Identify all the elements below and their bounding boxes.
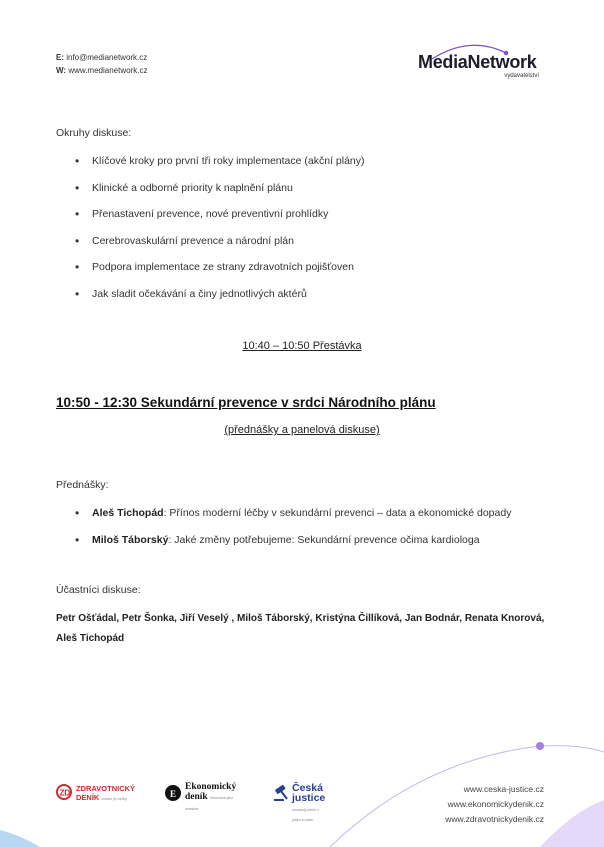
bullet-icon: • [75, 180, 80, 195]
session-heading: 10:50 - 12:30 Sekundární prevence v srdci Národního plánu [56, 395, 436, 410]
session-subheading: (přednášky a panelová diskuse) [224, 424, 380, 436]
speaker-name: Miloš Táborský [92, 533, 169, 546]
url-ceska-justice[interactable]: www.ceska-justice.cz [463, 784, 544, 794]
bullet-icon: • [75, 233, 80, 248]
web-label: W: [56, 66, 67, 75]
break-time: 10:40 – 10:50 Přestávka [242, 340, 362, 352]
participants-label: Účastníci diskuse: [56, 584, 141, 596]
topics-list [56, 155, 556, 314]
lectures-list [56, 507, 556, 560]
logo-subtitle: vydavatelství [504, 73, 539, 79]
topics-label: Okruhy diskuse: [56, 127, 132, 139]
list-item [56, 507, 556, 534]
bullet-icon: • [75, 260, 80, 274]
list-item: • Přenastavení prevence, nové preventivní prohlídky [75, 207, 329, 221]
list-item [56, 534, 556, 561]
list-item: • Jak sladit očekávání a činy jednotlivých aktérů [75, 286, 307, 301]
bullet-icon: • [75, 532, 80, 547]
list-item: • Klinické a odborné priority k naplnění plánu [75, 180, 293, 195]
svg-text:ZD: ZD [59, 788, 71, 798]
ekonomicky-denik-logo: E Ekonomický deník Informace jako investice [165, 782, 185, 806]
bullet-icon: • [75, 506, 80, 520]
list-item: • Klíčové kroky pro první tři roky implementace (akční plány) [75, 154, 365, 168]
svg-text:E: E [170, 789, 177, 799]
lecture-title: : Jaké změny potřebujeme: Sekundární prevence očima kardiologa [168, 533, 480, 546]
bullet-icon: • [75, 286, 80, 301]
ceska-justice-logo: Česká justice nezávislý deník o justici a právu [272, 782, 292, 806]
list-item: • Podpora implementace ze strany zdravotních pojišťoven [75, 260, 354, 274]
email-link[interactable]: info@medianetwork.cz [66, 53, 148, 62]
zdravotnicky-denik-logo: ZD ZDRAVOTNICKÝ DENÍK zdraví je velký [56, 782, 152, 806]
url-ekonomicky-denik[interactable]: www.ekonomickydenik.cz [447, 799, 544, 809]
email-line [56, 51, 147, 64]
url-zdravotnicky-denik[interactable]: www.zdravotnickydenik.cz [445, 814, 544, 824]
medianetwork-logo [414, 49, 549, 85]
web-link[interactable]: www.medianetwork.cz [68, 66, 148, 75]
participants-names: Petr Ošťádal, Petr Šonka, Jiří Veselý , Miloš Táborský, Kristýna Čillíková, Jan Bodnár, Renata Knorová, Aleš Tichopád [56, 613, 545, 644]
email-label: E: [56, 53, 64, 62]
speaker-name: Aleš Tichopád [92, 507, 164, 519]
footer-urls [445, 782, 544, 827]
list-item: • Cerebrovaskulární prevence a národní plán [75, 233, 294, 248]
lecture-title: : Přínos moderní léčby v sekundární prevenci – data a ekonomické dopady [163, 507, 512, 519]
bullet-icon: • [75, 154, 80, 168]
web-line [56, 64, 147, 77]
contact-block [56, 51, 147, 77]
gavel-icon [272, 782, 292, 806]
logo-name: MediaNetwork [418, 52, 537, 72]
lectures-label: Přednášky: [56, 479, 109, 491]
bullet-icon: • [75, 207, 80, 221]
